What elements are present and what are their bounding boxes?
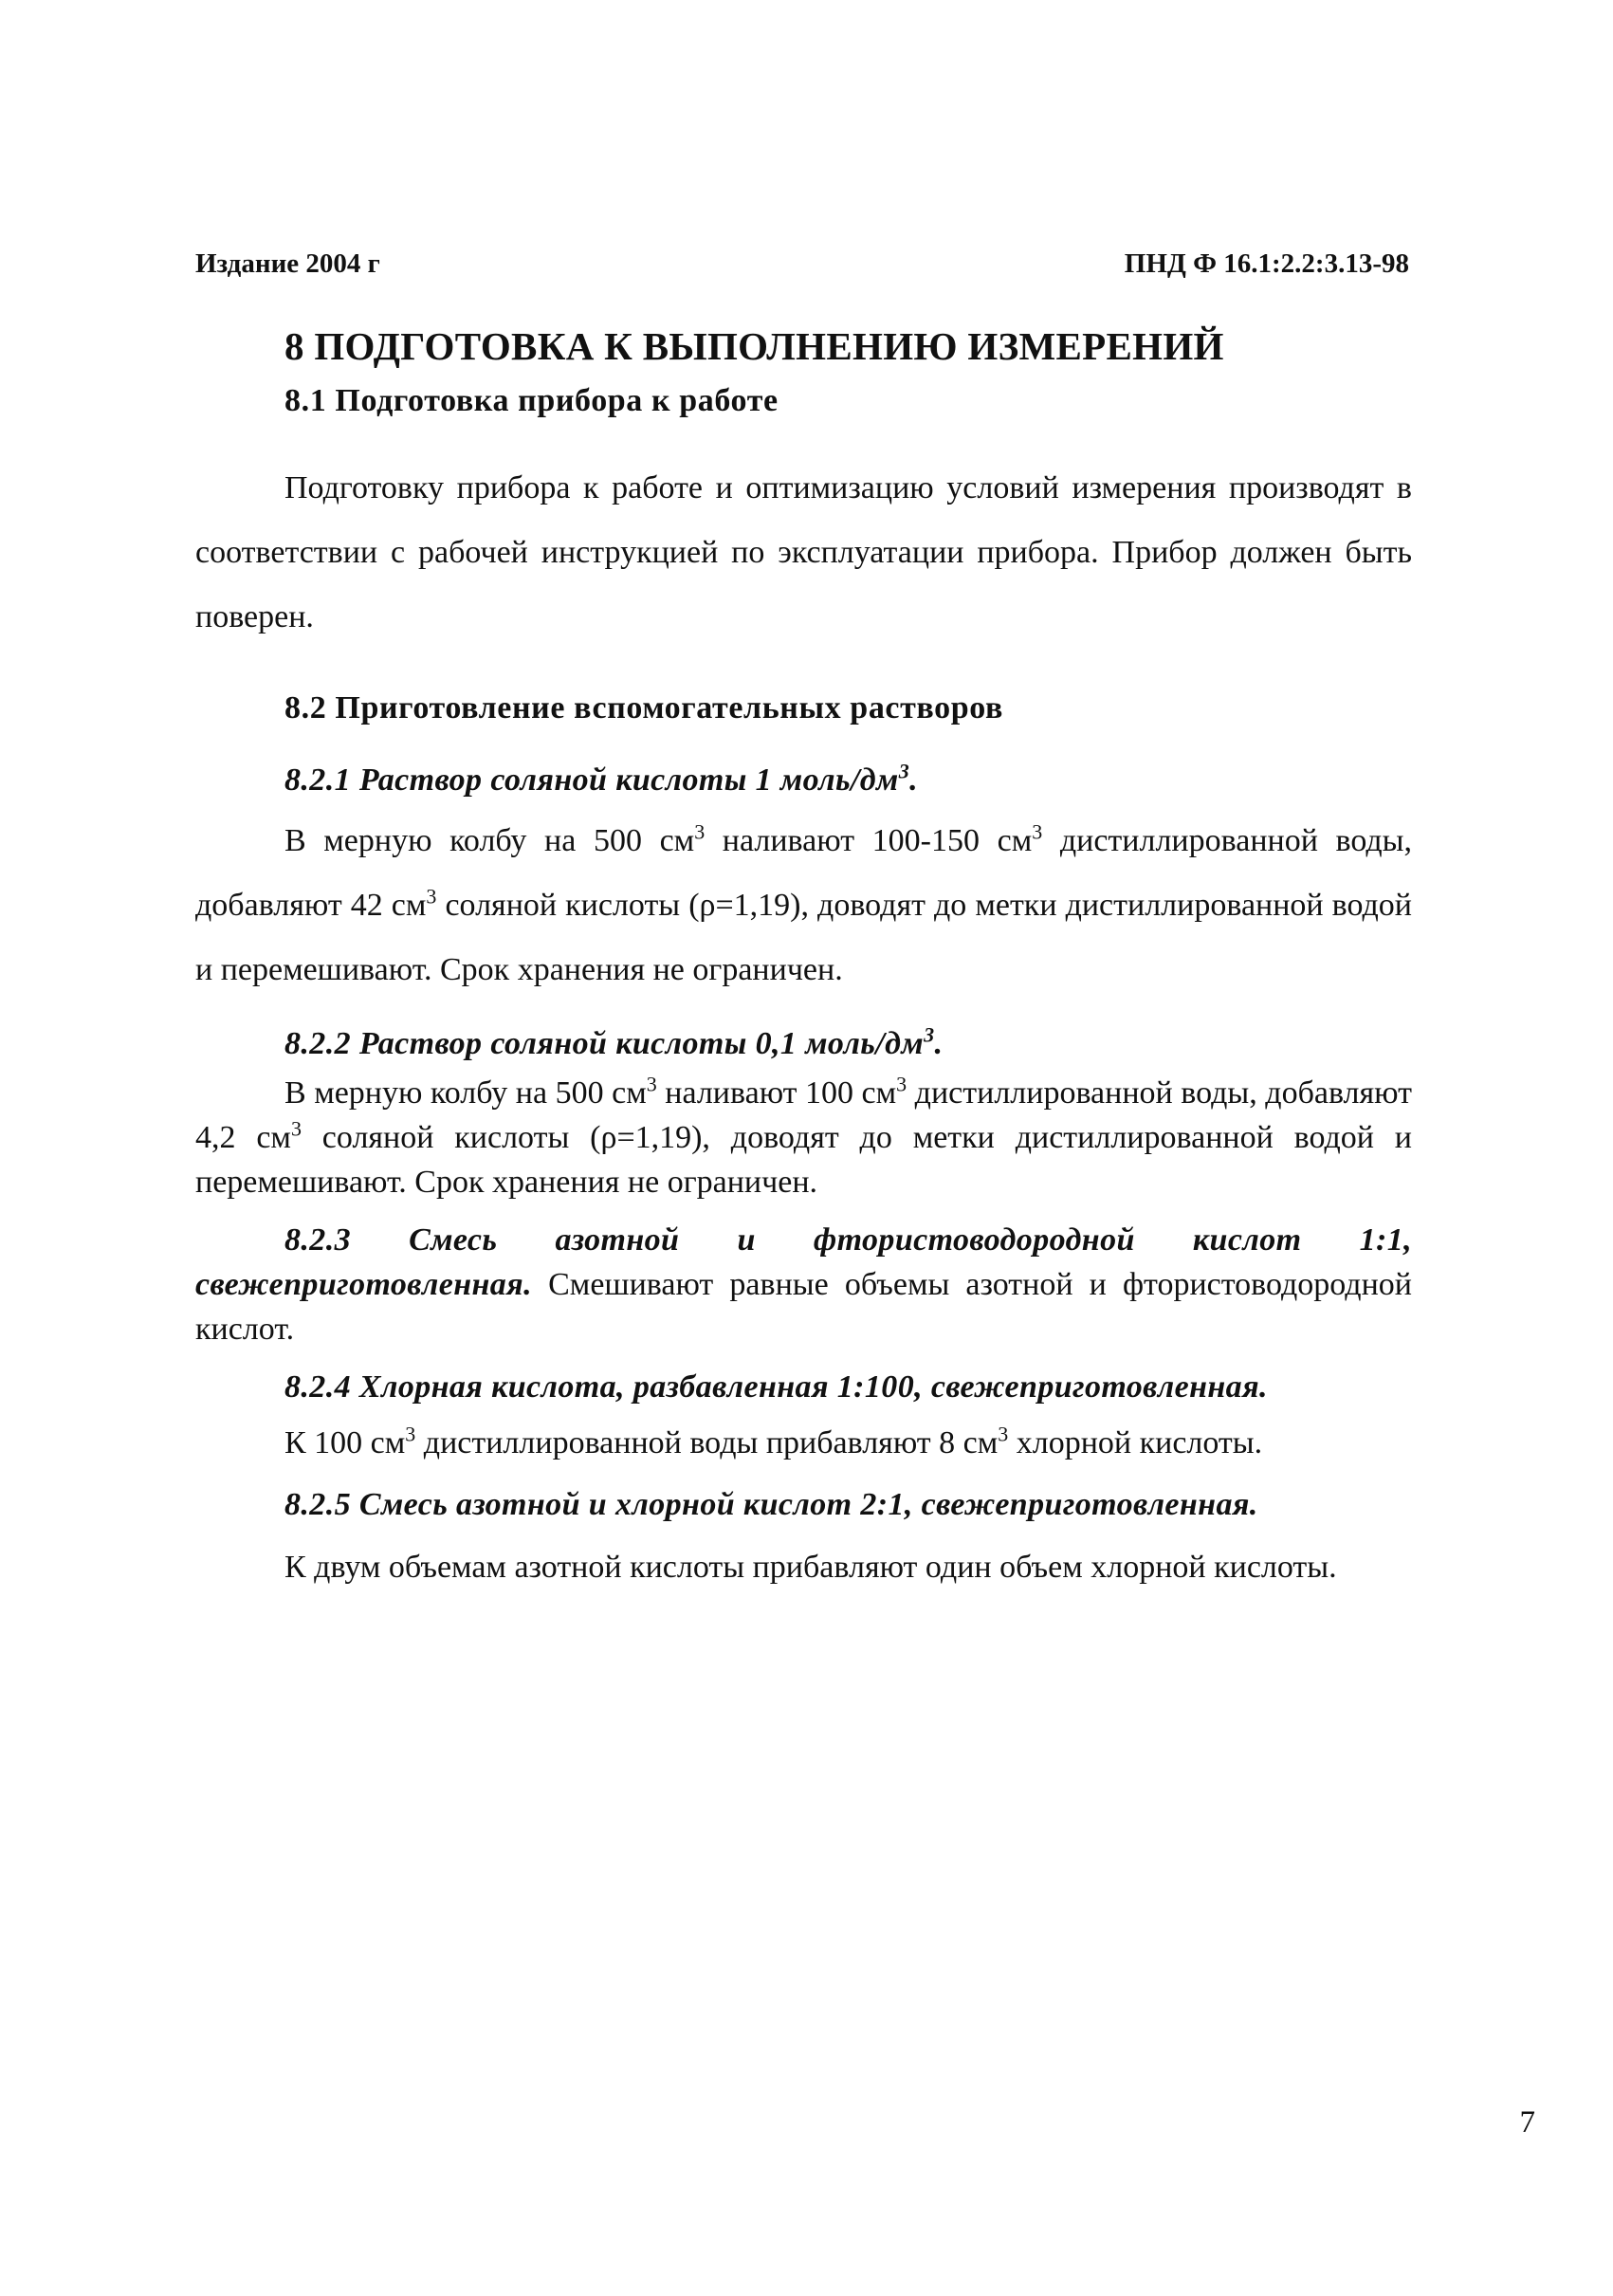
section-8-2-title: 8.2 Приготовление вспомогательных растворов [284, 690, 1003, 726]
section-8-2-3-title: 8.2.3 Смесь азотной и фтористоводородной кислот 1:1, свежеприготовленная. [195, 1222, 1412, 1302]
page-content [195, 318, 1412, 1600]
section-8-2-5-text: К двум объемам азотной кислоты прибавляют один объем хлорной кислоты. [284, 1550, 1337, 1585]
page-number: 7 [1519, 2105, 1535, 2140]
section-8-title: 8 ПОДГОТОВКА К ВЫПОЛНЕНИЮ ИЗМЕРЕНИЙ [284, 324, 1224, 368]
section-8-2-4-text: К 100 $см^3$ дистиллированной воды прибавляют 8 $см^3$ хлорной кислоты. [284, 1422, 1263, 1460]
section-8-2-3 [195, 1218, 1412, 1351]
standard-code: ПНД Ф 16.1:2.2:3.13-98 [1124, 248, 1409, 279]
section-8-1-text: Подготовку прибора к работе и оптимизацию условий измерения производят в соответствии с рабочей инструкцией по эксплуатации прибора. Прибор должен быть поверен. [195, 470, 1412, 634]
section-8-2-1-text: В мерную колбу на 500 $см^3$ наливают 100-150 $см^3$ дистиллированной воды, добавляют 42 $см^3$ соляной кислоты (ρ=1,19), доводят до метки дистиллированной водой и перемешивают. Срок хранения не ограничен. [195, 819, 1413, 987]
section-8-2-1-title: 8.2.1 Раствор соляной кислоты 1 моль/$дм^3$. [284, 759, 919, 798]
section-8-2-2-title: 8.2.2 Раствор соляной кислоты 0,1 моль/$дм^3$. [284, 1022, 944, 1061]
section-8-2-3-text: Смешивают равные объемы азотной и фтористоводородной кислот. [195, 1267, 1412, 1347]
section-8-1-title: 8.1 Подготовка прибора к работе [284, 383, 779, 418]
section-8-2-4-title: 8.2.4 Хлорная кислота, разбавленная 1:100, свежеприготовленная. [284, 1369, 1268, 1405]
section-8-2-2-text: В мерную колбу на 500 $см^3$ наливают 100 $см^3$ дистиллированной воды, добавляют 4,2 $см^3$ соляной кислоты (ρ=1,19), доводят до метки дистиллированной водой и перемешивают. Срок хранения не ограничен. [195, 1072, 1412, 1200]
edition-label: Издание 2004 г [195, 248, 380, 279]
section-8-2-5-title: 8.2.5 Смесь азотной и хлорной кислот 2:1, свежеприготовленная. [284, 1487, 1258, 1522]
